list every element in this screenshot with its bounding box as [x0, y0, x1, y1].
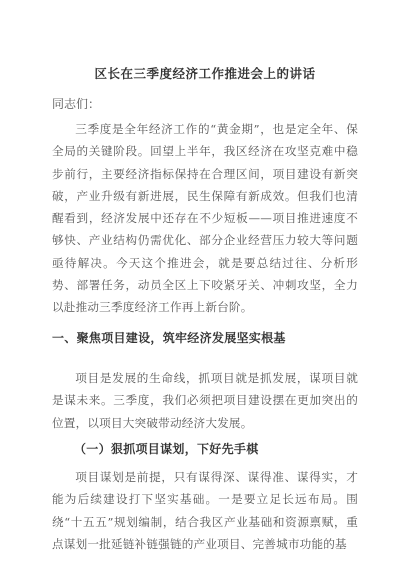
paragraph-project-planning: 项目谋划是前提，只有谋得深、谋得准、谋得实，才能为后续建设打下坚实基础。一是要立足长远布局。围绕“十五五”规划编制，结合我区产业基础和资源禀赋，重点谋划一批延链补链强链的产业项目、完善城市功能的基	[52, 470, 358, 551]
section-heading-1: 一、聚焦项目建设，筑牢经济发展坚实根基	[52, 331, 286, 345]
paragraph-project-importance: 项目是发展的生命线，抓项目就是抓发展，谋项目就是谋未来。三季度，我们必须把项目建设摆在更加突出的位置，以项目大突破带动经济大发展。	[52, 371, 358, 430]
paragraph-intro: 三季度是全年经济工作的“黄金期”，也是定全年、保全局的关键阶段。回望上半年，我区经济在攻坚克难中稳步前行，主要经济指标保持在合理区间，项目建设有新突破，产业升级有新进展，民生保障有新成效。但我们也清醒看到，经济发展中还存在不少短板——项目推进速度不够快、产业结构仍需优化、部分企业经营压力较大等问题亟待解决。今天这个推进会，就是要总结过往、分析形势、部署任务，动员全区上下咬紧牙关、冲刺攻坚，全力以赴推动三季度经济工作再上新台阶。	[52, 122, 358, 315]
document-title: 区长在三季度经济工作推进会上的讲话	[94, 66, 316, 81]
subsection-heading-1: （一）狠抓项目谋划，下好先手棋	[74, 442, 259, 456]
salutation: 同志们：	[52, 97, 101, 111]
